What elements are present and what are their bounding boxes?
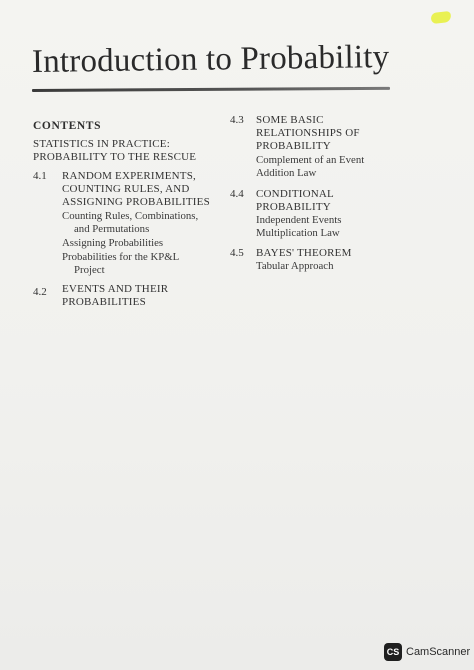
section-title-line: SOME BASIC [256,114,324,126]
subsection-line: Tabular Approach [256,260,334,272]
section-number: 4.2 [33,286,47,298]
subsection-line: Independent Events [256,214,342,226]
intro-line: STATISTICS IN PRACTICE: [33,138,170,150]
highlighter-mark [430,11,451,24]
section-title-line: ASSIGNING PROBABILITIES [62,196,210,208]
camscanner-watermark [384,643,470,661]
chapter-title: Introduction to Probability [31,39,390,80]
section-number: 4.3 [230,114,244,126]
section-title-line: EVENTS AND THEIR [62,283,169,295]
section-title-line: PROBABILITY [256,140,331,152]
subsection-line: Assigning Probabilities [62,237,164,249]
title-rule [32,87,390,92]
camscanner-logo-icon: CS [384,643,402,661]
intro-line: PROBABILITY TO THE RESCUE [33,151,197,163]
section-title-line: CONDITIONAL [256,188,334,200]
subsection-line: Probabilities for the KP&L [62,251,180,263]
subsection-line: Complement of an Event [256,154,365,166]
contents-heading: CONTENTS [33,120,102,132]
subsection-line: Project [74,264,105,276]
section-title-line: PROBABILITY [256,201,331,213]
subsection-line: Counting Rules, Combinations, [62,210,199,222]
section-number: 4.1 [33,170,47,182]
section-title-line: RELATIONSHIPS OF [256,127,360,139]
section-title-line: RANDOM EXPERIMENTS, [62,170,196,182]
subsection-line: Addition Law [256,167,317,179]
section-title-line: BAYES' THEOREM [256,247,352,259]
section-number: 4.4 [230,188,244,200]
section-number: 4.5 [230,247,244,259]
section-title-line: COUNTING RULES, AND [62,183,190,195]
subsection-line: Multiplication Law [256,227,340,239]
subsection-line: and Permutations [74,223,150,235]
camscanner-label: CamScanner [406,646,471,658]
section-title-line: PROBABILITIES [62,296,146,308]
